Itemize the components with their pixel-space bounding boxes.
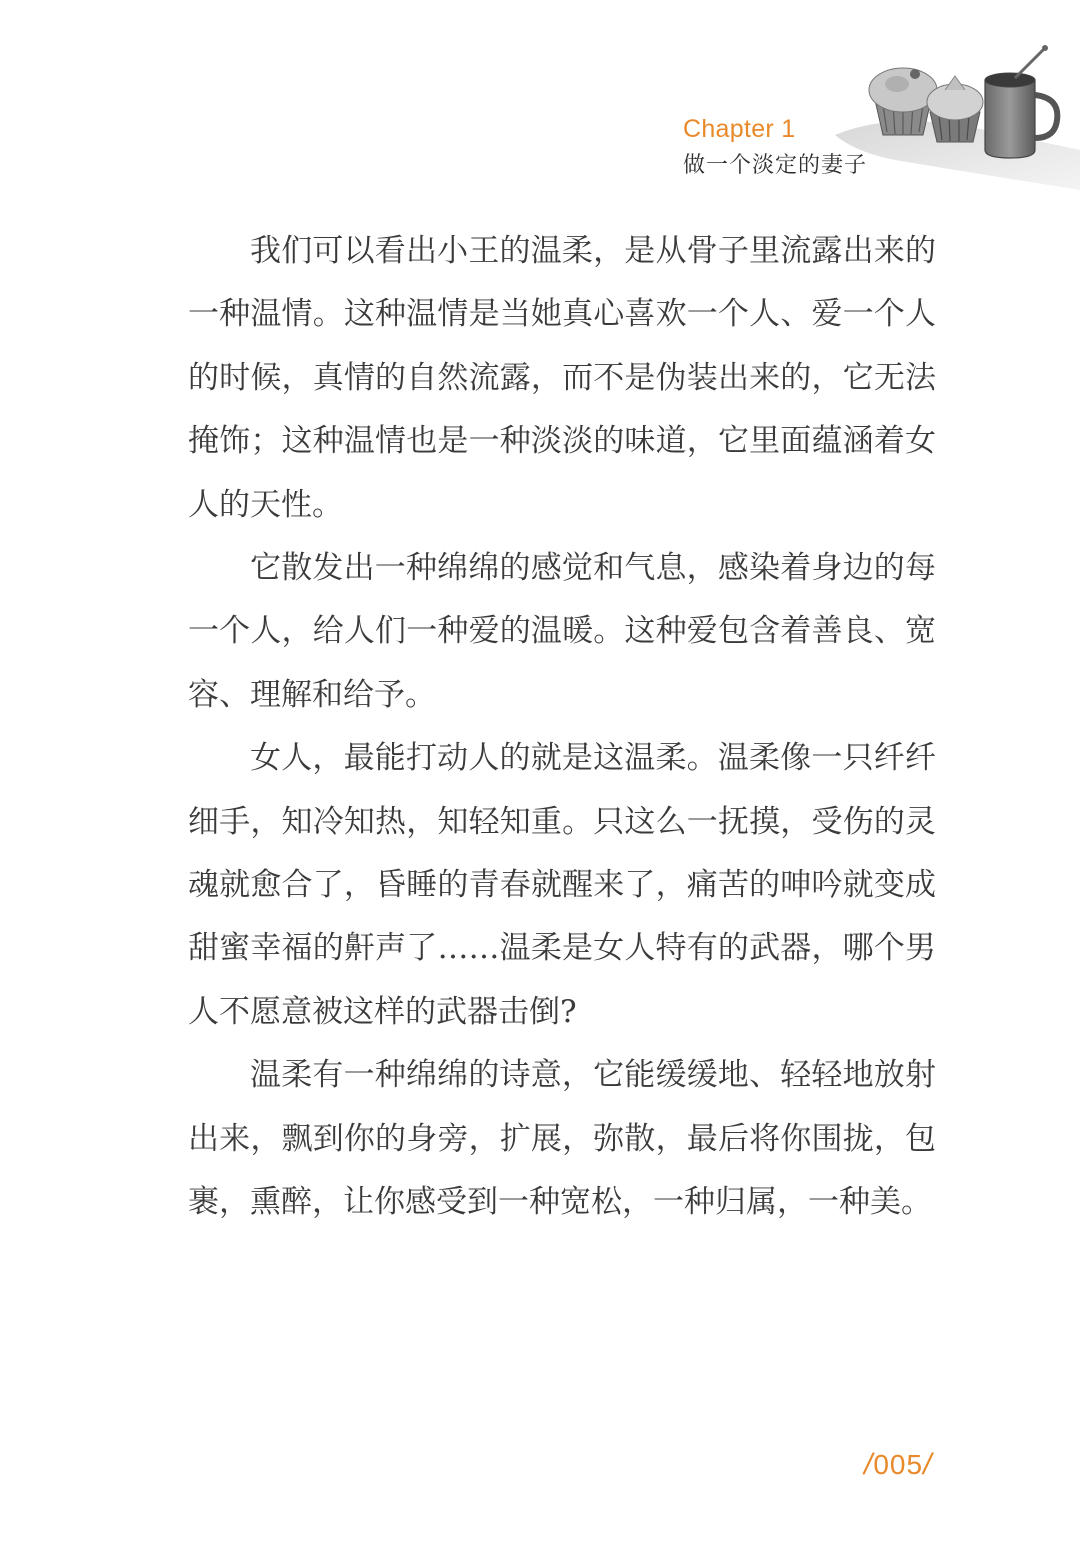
paragraph: 温柔有一种绵绵的诗意，它能缓缓地、轻轻地放射出来，飘到你的身旁，扩展，弥散，最后将你围拢，包裹，熏醉，让你感受到一种宽松，一种归属，一种美。 (188, 1057, 936, 1221)
paragraph: 我们可以看出小王的温柔，是从骨子里流露出来的一种温情。这种温情是当她真心喜欢一个人、爱一个人的时候，真情的自然流露，而不是伪装出来的，它无法掩饰；这种温情也是一种淡淡的味道，它里面蕴涵着女人的天性。 (188, 233, 936, 523)
chapter-title: 做一个淡定的妻子 (683, 153, 868, 178)
body-text (188, 220, 936, 1235)
page-number-slash-right: / (923, 1448, 933, 1481)
page-number-value: 005 (873, 1449, 924, 1480)
chapter-label: Chapter 1 (683, 115, 796, 143)
page-number (864, 1448, 932, 1482)
page-number-slash-left: / (864, 1448, 874, 1481)
paragraph: 它散发出一种绵绵的感觉和气息，感染着身边的每一个人，给人们一种爱的温暖。这种爱包含着善良、宽容、理解和给予。 (188, 550, 936, 713)
paragraph: 女人，最能打动人的就是这温柔。温柔像一只纤纤细手，知冷知热，知轻知重。只这么一抚摸，受伤的灵魂就愈合了，昏睡的青春就醒来了，痛苦的呻吟就变成甜蜜幸福的鼾声了……温柔是女人特有的武器，哪个男人不愿意被这样的武器击倒? (188, 740, 936, 1030)
cupcakes-and-mug-illustration (835, 40, 1080, 200)
